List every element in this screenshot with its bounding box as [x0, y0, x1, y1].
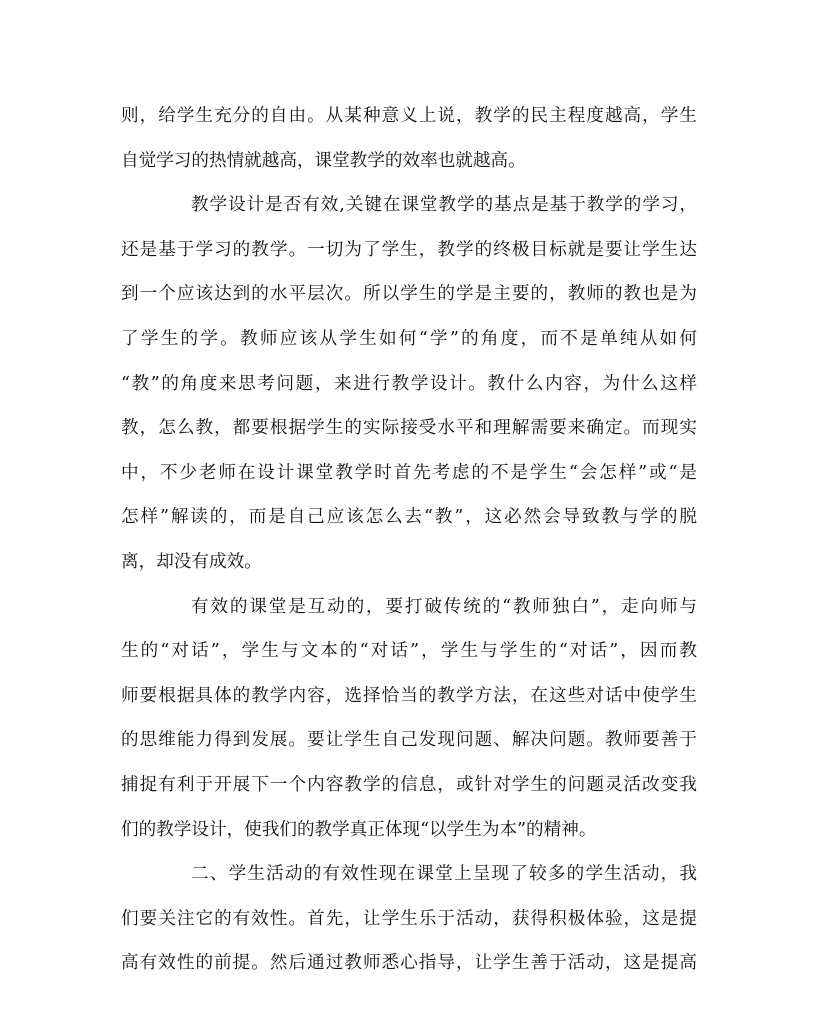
text-line-4: 还是基于学习的教学。一切为了学生，教学的终极目标就是要让学生达: [121, 239, 697, 260]
text-line-10: 怎样”解读的，而是自己应该怎么去“教”，这必然会导致教与学的脱: [121, 507, 697, 528]
text-line-16: 捕捉有利于开展下一个内容教学的信息，或针对学生的问题灵活改变我: [121, 774, 697, 795]
text-line-9: 中，不少老师在设计课堂教学时首先考虑的不是学生“会怎样”或“是: [121, 462, 697, 483]
text-line-8: 教，怎么教，都要根据学生的实际接受水平和理解需要来确定。而现实: [121, 418, 697, 439]
text-line-11: 离，却没有成效。: [121, 551, 262, 572]
text-line-2: 自觉学习的热情就越高，课堂教学的效率也就越高。: [121, 150, 526, 171]
text-line-12: 有效的课堂是互动的，要打破传统的“教师独白”，走向师与: [191, 596, 697, 617]
text-line-5: 到一个应该达到的水平层次。所以学生的学是主要的，教师的教也是为: [121, 284, 697, 305]
text-line-13: 生的“对话”，学生与文本的“对话”，学生与学生的“对话”，因而教: [121, 641, 697, 662]
document-body: [121, 103, 697, 995]
text-line-19: 们要关注它的有效性。首先，让学生乐于活动，获得积极体验，这是提: [121, 908, 697, 929]
text-line-17: 们的教学设计，使我们的教学真正体现“以学生为本”的精神。: [121, 819, 597, 840]
text-line-20: 高有效性的前提。然后通过教师悉心指导，让学生善于活动，这是提高: [121, 953, 697, 974]
text-line-1: 则，给学生充分的自由。从某种意义上说，教学的民主程度越高，学生: [121, 106, 697, 126]
text-line-6: 了学生的学。教师应该从学生如何“学”的角度，而不是单纯从如何: [121, 328, 697, 349]
text-line-14: 师要根据具体的教学内容，选择恰当的教学方法，在这些对话中使学生: [121, 685, 697, 706]
text-line-3: 教学设计是否有效,关键在课堂教学的基点是基于教学的学习，: [191, 195, 697, 216]
text-line-15: 的思维能力得到发展。要让学生自己发现问题、解决问题。教师要善于: [121, 730, 697, 751]
text-line-7: “教”的角度来思考问题，来进行教学设计。教什么内容，为什么这样: [121, 373, 697, 394]
text-line-18: 二、学生活动的有效性现在课堂上呈现了较多的学生活动，我: [191, 864, 697, 885]
